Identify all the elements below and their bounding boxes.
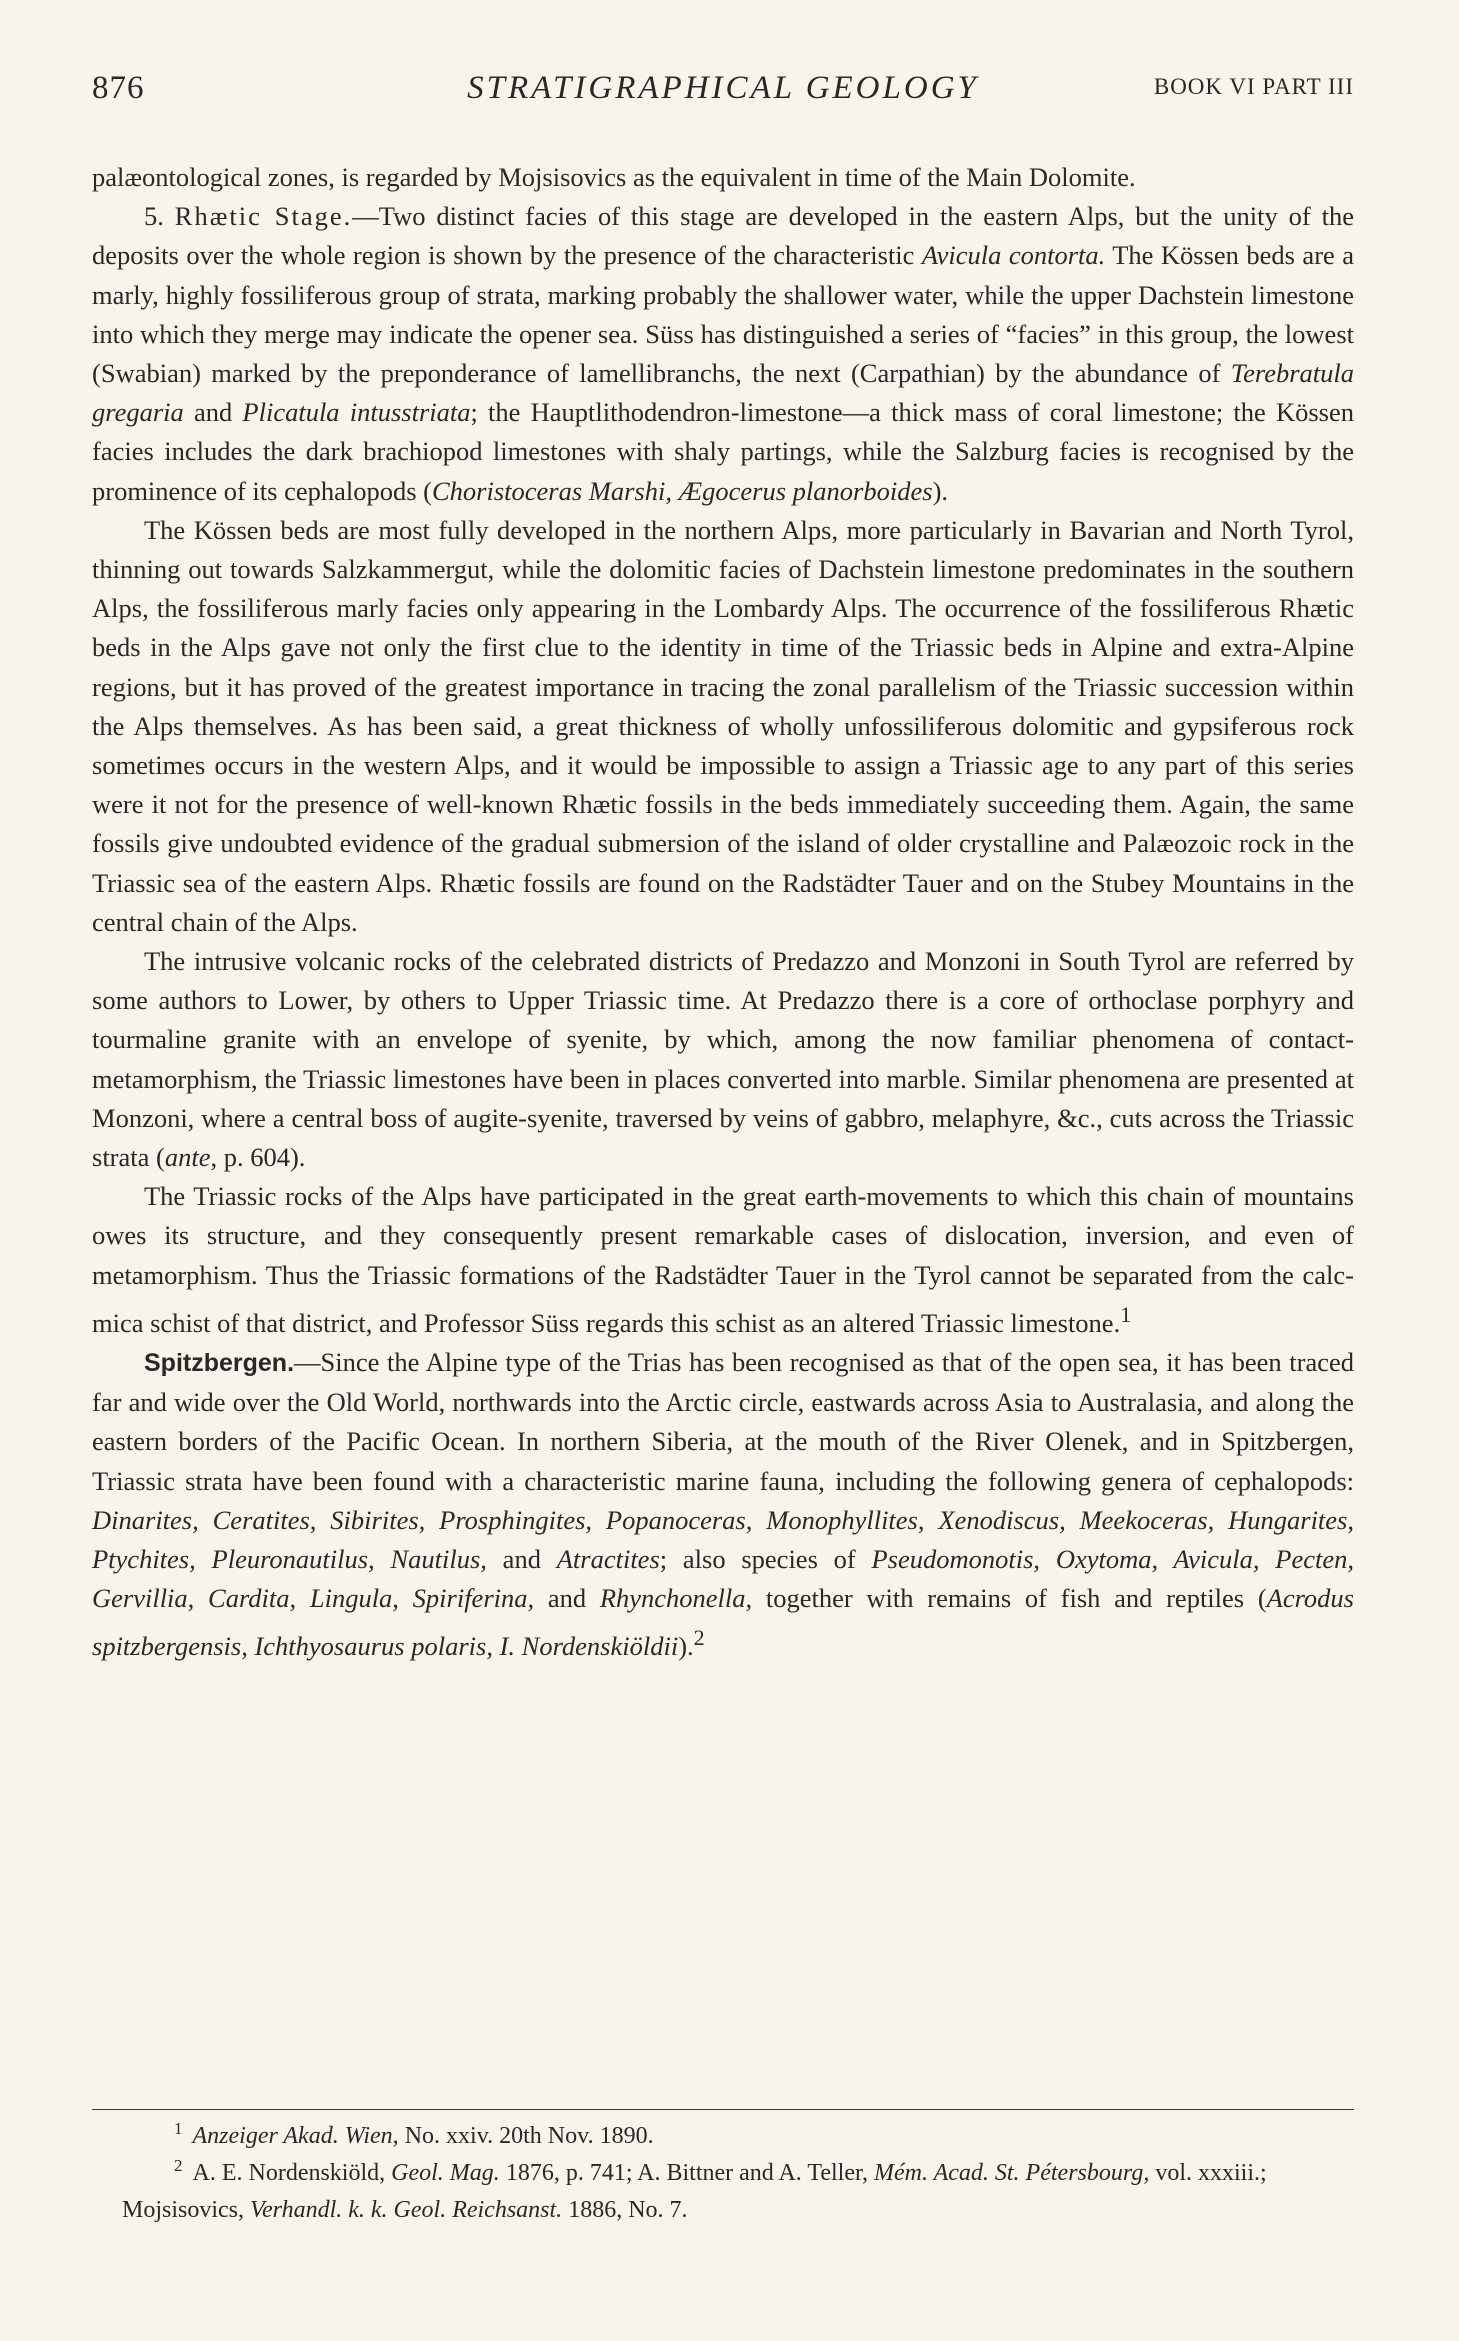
paragraph-text: and bbox=[534, 1583, 600, 1614]
latin-reference: ante bbox=[164, 1142, 211, 1173]
paragraph-earth-movements bbox=[92, 1177, 1354, 1343]
paragraph-text: The intrusive volcanic rocks of the celebrated districts of Predazzo and Monzoni in South Tyrol are referred by some authors to Lower, by others to Upper Triassic time. At Predazzo there is a core of orthoclase porphyry and tourmaline granite with an envelope of syenite, by which, among the now familiar phenomena of contact-metamorphism, the Triassic limestones have been in places converted into marble. Similar phenomena are presented at Monzoni, where a central boss of augite-syenite, traversed by veins of gabbro, melaphyre, &c., cuts across the Triassic strata ( bbox=[92, 946, 1354, 1173]
taxon-name: Avicula contorta. bbox=[921, 240, 1106, 271]
citation-text: vol. xxxiii.; Mojsisovics, bbox=[122, 2160, 1267, 2223]
page-number: 876 bbox=[92, 70, 145, 106]
footnote-2 bbox=[92, 2155, 1354, 2229]
footnotes bbox=[92, 2118, 1354, 2229]
citation-text: A. E. Nordenskiöld, bbox=[192, 2160, 392, 2186]
section-heading: Spitzbergen. bbox=[144, 1348, 295, 1377]
paragraph-text: ; also species of bbox=[659, 1543, 872, 1574]
paragraph-text: ; the Hauptlithodendron-limestone—a thick mass of coral limestone; the Kössen facies includes the dark brachiopod limestones with shaly partings, while the Salzburg facies is recognised by the prominence of its cephalopods ( bbox=[92, 397, 1354, 506]
citation-text: 1876, p. 741; A. Bittner and A. Teller, bbox=[499, 2160, 875, 2186]
taxon-name: Terebratula gregaria bbox=[92, 358, 1354, 428]
footnote-mark: 1 bbox=[174, 2119, 183, 2138]
taxon-name: Rhynchonella, bbox=[599, 1583, 753, 1614]
footnote-ref[interactable]: 2 bbox=[693, 1625, 705, 1651]
citation-title: Anzeiger Akad. Wien, bbox=[192, 2123, 399, 2149]
paragraph-text: —Two distinct facies of this stage are developed in the eastern Alps, but the unity of the deposits over the whole region is shown by the presence of the characteristic bbox=[92, 201, 1354, 271]
taxon-name: Pseudomonotis, Oxytoma, Avicula, Pecten, Gervillia, Cardita, Lingula, Spiriferina, bbox=[92, 1543, 1354, 1614]
footnote-1 bbox=[92, 2118, 1354, 2155]
paragraph-text: ). bbox=[678, 1631, 694, 1662]
paragraph-text: The Triassic rocks of the Alps have participated in the great earth-movements to which this chain of mountains owes its structure, and they consequently present remarkable cases of dislocation, inversion, and even of metamorphism. Thus the Triassic formations of the Radstädter Tauer in the Tyrol cannot be separated from the calc-mica schist of that district, and Professor Süss regards this schist as an altered Triassic limestone. bbox=[92, 1181, 1354, 1338]
citation-title: Verhandl. k. k. Geol. Reichsanst. bbox=[250, 2197, 563, 2223]
paragraph-continuation bbox=[92, 158, 1354, 197]
paragraph-text: palæontological zones, is regarded by Mojsisovics as the equivalent in time of the Main Dolomite. bbox=[92, 162, 1136, 192]
footnote-ref[interactable]: 1 bbox=[1120, 1301, 1132, 1327]
paragraph-rhaetic-stage bbox=[92, 197, 1354, 511]
paragraph-text: together with remains of fish and reptiles ( bbox=[752, 1583, 1267, 1614]
paragraph-kossen-beds bbox=[92, 511, 1354, 942]
footnote-mark: 2 bbox=[174, 2156, 183, 2175]
citation-text: 1886, No. 7. bbox=[562, 2197, 688, 2223]
taxon-name: Dinarites, Ceratites, Sibirites, Prosphingites, Popanoceras, Monophyllites, Xenodiscus, Meekoceras, Hungarites, Ptychites, Pleuronautilus, Nautilus, bbox=[92, 1504, 1354, 1574]
taxon-name: Atractites bbox=[556, 1543, 660, 1574]
paragraph-text: , p. 604). bbox=[210, 1142, 306, 1173]
citation-text: No. xxiv. 20th Nov. 1890. bbox=[398, 2123, 654, 2149]
main-text bbox=[92, 158, 1354, 1666]
citation-title: Mém. Acad. St. Pétersbourg, bbox=[874, 2160, 1150, 2186]
paragraph-text: The Kössen beds are most fully developed in the northern Alps, more particularly in Bavarian and North Tyrol, thinning out towards Salzkammergut, while the dolomitic facies of Dachstein limestone predominates in the southern Alps, the fossiliferous marly facies only appearing in the Lombardy Alps. The occurrence of the fossiliferous Rhætic beds in the Alps gave not only the first clue to the identity in time of the Triassic beds in Alpine and extra-Alpine regions, but it has proved of the greatest importance in tracing the zonal parallelism of the Triassic succession within the Alps themselves. As has been said, a great thickness of wholly unfossiliferous dolomitic and gypsiferous rock sometimes occurs in the western Alps, and it would be impossible to assign a Triassic age to any part of this series were it not for the presence of well-known Rhætic fossils in the beds immediately succeeding them. Again, the same fossils give undoubted evidence of the gradual submersion of the island of older crystalline and Palæozoic rock in the Triassic sea of the eastern Alps. Rhætic fossils are found on the Radstädter Tauer and on the Stubey Mountains in the central chain of the Alps. bbox=[92, 514, 1354, 937]
paragraph-text: The Kössen beds are a marly, highly fossiliferous group of strata, marking probably the shallower water, while the upper Dachstein limestone into which they merge may indicate the opener sea. Süss has distinguished a series of “facies” in this group, the lowest (Swabian) marked by the preponderance of lamellibranchs, the next (Carpathian) by the abundance of bbox=[92, 240, 1354, 389]
paragraph-spitzbergen bbox=[92, 1343, 1354, 1666]
section-number: 5. bbox=[144, 201, 164, 232]
footnote-divider bbox=[92, 2109, 1354, 2110]
paragraph-text: —Since the Alpine type of the Trias has been recognised as that of the open sea, it has been traced far and wide over the Old World, northwards into the Arctic circle, eastwards across Asia to Australasia, and along the eastern borders of the Pacific Ocean. In northern Siberia, at the mouth of the River Olenek, and in Spitzbergen, Triassic strata have been found with a characteristic marine fauna, including the following genera of cephalopods: bbox=[92, 1346, 1354, 1496]
taxon-name: Plicatula intusstriata bbox=[242, 397, 471, 428]
paragraph-text: and bbox=[486, 1543, 557, 1574]
book-reference: BOOK VI PART III bbox=[1153, 74, 1354, 99]
section-heading: Rhætic Stage. bbox=[174, 201, 353, 232]
taxon-name: Choristoceras Marshi, Ægocerus planorboides bbox=[431, 475, 933, 506]
page-header bbox=[92, 70, 1354, 110]
citation-title: Geol. Mag. bbox=[391, 2160, 500, 2186]
paragraph-intrusive-rocks bbox=[92, 942, 1354, 1177]
paragraph-text: and bbox=[183, 397, 243, 428]
paragraph-text: ). bbox=[932, 475, 949, 506]
running-title: STRATIGRAPHICAL GEOLOGY bbox=[467, 70, 979, 106]
taxon-name: Acrodus spitzbergensis, Ichthyosaurus polaris, I. Nordenskiöldii bbox=[92, 1583, 1354, 1662]
